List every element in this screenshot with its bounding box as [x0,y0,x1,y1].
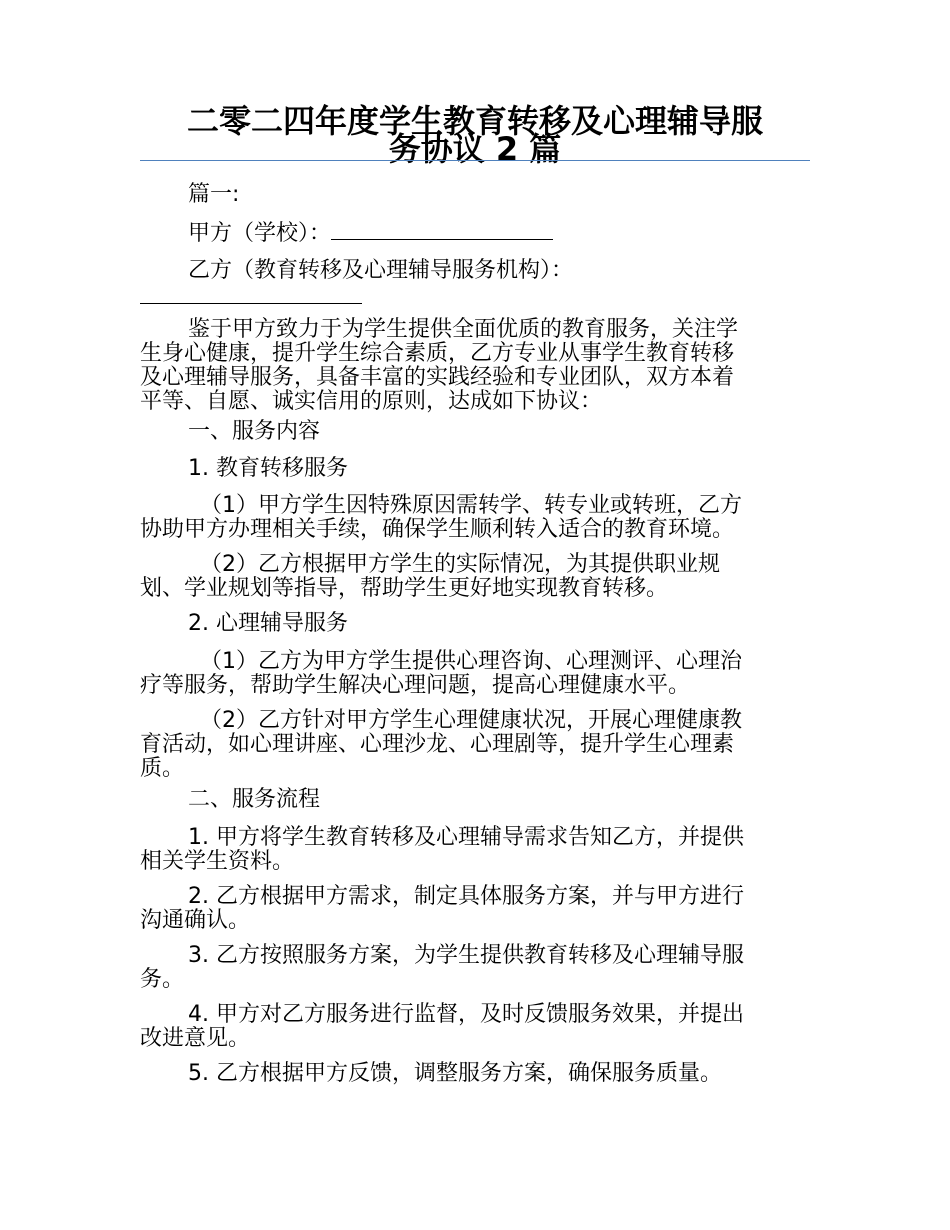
part-label: 篇一: [188,182,240,207]
section-1-heading: 一、服务内容 [188,419,321,444]
paragraph-line: 4. 甲方对乙方服务进行监督，及时反馈服务效果，并提出 [188,1002,744,1027]
section-1-item-1-heading: 1. 教育转移服务 [188,456,348,481]
paragraph-line: 3. 乙方按照服务方案，为学生提供教育转移及心理辅导服 [188,943,744,968]
party-b-label: 乙方（教育转移及心理辅导服务机构）： [188,258,574,283]
title-underline [140,160,810,161]
party-a-label: 甲方（学校）： [188,221,332,246]
section-2-heading: 二、服务流程 [188,787,321,812]
title-line-2: 务协议 2 篇 [388,130,562,168]
section-1-item-1-paragraph-2 [140,553,810,601]
paragraph-line: （1）乙方为甲方学生提供心理咨询、心理测评、心理治 [200,649,742,674]
paragraph-line: 改进意见。 [140,1026,251,1051]
paragraph-line: 划、学业规划等指导，帮助学生更好地实现教育转移。 [140,576,669,601]
section-2-item-2 [140,885,810,933]
section-2-item-3 [140,944,810,992]
paragraph-line: （2）乙方针对甲方学生心理健康状况，开展心理健康教 [200,708,742,733]
preamble-line: 平等、自愿、诚实信用的原则，达成如下协议： [140,389,603,414]
paragraph-line: 1. 甲方将学生教育转移及心理辅导需求告知乙方，并提供 [188,825,744,850]
paragraph-line: 相关学生资料。 [140,849,295,874]
section-1-item-1-paragraph-1 [140,494,810,542]
party-a-blank [331,221,553,240]
paragraph-line: 务。 [140,967,185,992]
title-line-1: 二零二四年度学生教育转移及心理辅导服 [186,102,763,140]
section-1-item-2-paragraph-1 [140,650,810,698]
party-b-blank [140,303,362,304]
paragraph-line: 育活动，如心理讲座、心理沙龙、心理剧等，提升学生心理素 [140,732,735,757]
paragraph-line: 疗等服务，帮助学生解决心理问题，提高心理健康水平。 [140,673,691,698]
section-2-item-5: 5. 乙方根据甲方反馈，调整服务方案，确保服务质量。 [188,1061,722,1086]
paragraph-line: 质。 [140,756,185,781]
section-2-item-4 [140,1003,810,1051]
section-2-item-1 [140,826,810,874]
paragraph-line: 2. 乙方根据甲方需求，制定具体服务方案，并与甲方进行 [188,884,744,909]
paragraph-line: 协助甲方办理相关手续，确保学生顺利转入适合的教育环境。 [140,517,735,542]
preamble-line: 及心理辅导服务，具备丰富的实践经验和专业团队，双方本着 [140,365,735,390]
paragraph-line: （2）乙方根据甲方学生的实际情况，为其提供职业规 [200,552,720,577]
section-1-item-2-paragraph-2 [140,709,810,781]
paragraph-line: 沟通确认。 [140,908,251,933]
paragraph-line: （1）甲方学生因特殊原因需转学、转专业或转班，乙方 [200,493,742,518]
preamble-paragraph [140,318,810,414]
preamble-line: 生身心健康，提升学生综合素质，乙方专业从事学生教育转移 [140,341,735,366]
preamble-line: 鉴于甲方致力于为学生提供全面优质的教育服务，关注学 [188,317,739,342]
document-title [140,102,810,168]
section-1-item-2-heading: 2. 心理辅导服务 [188,611,348,636]
party-a-line [140,221,858,246]
